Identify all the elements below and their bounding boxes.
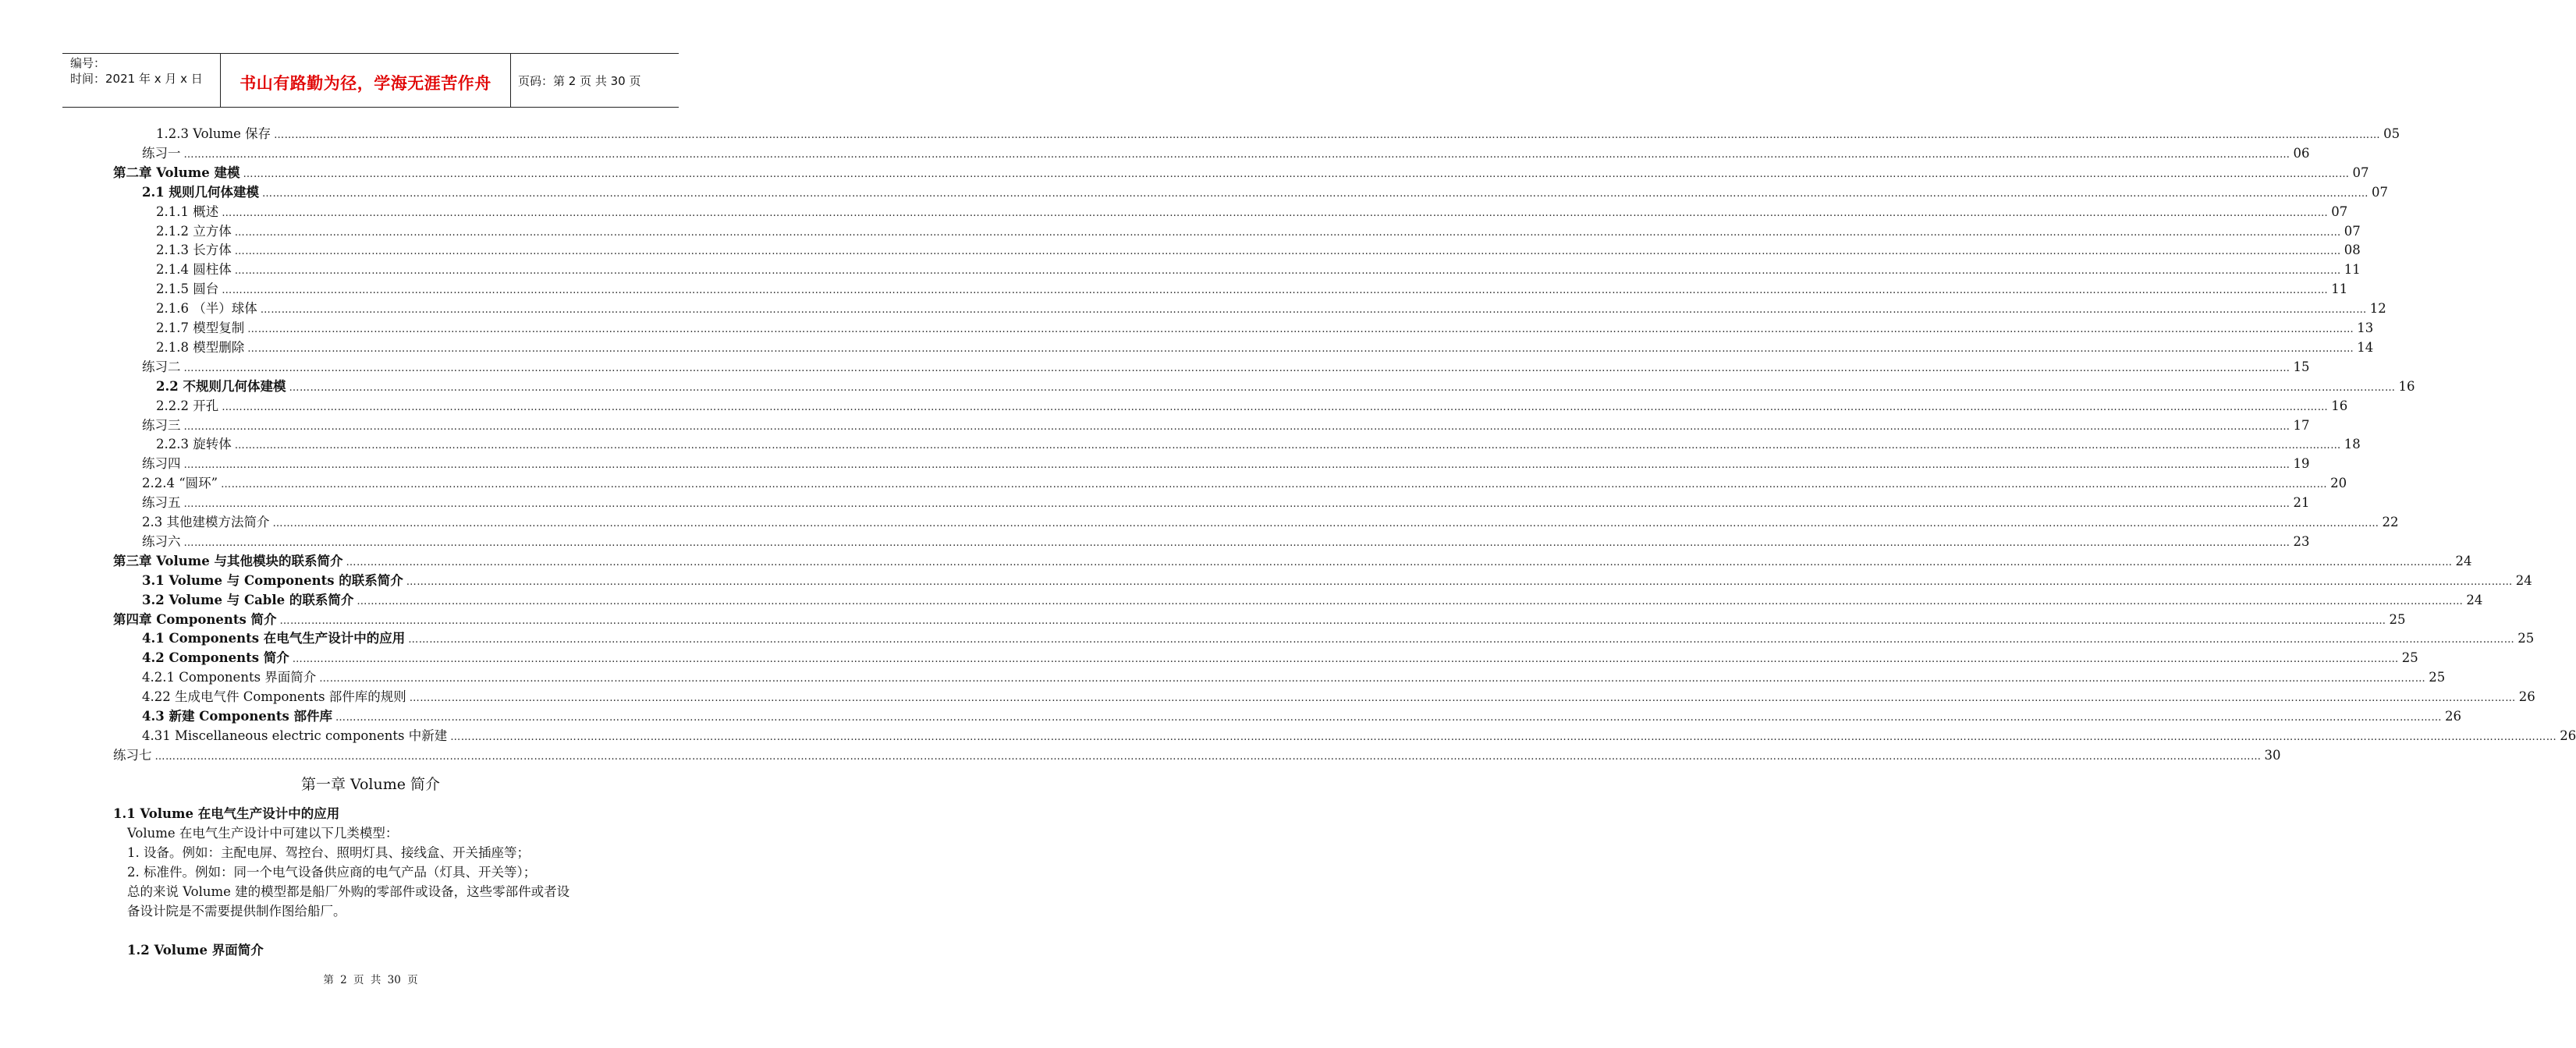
toc-leader-dots: …………………………………………………………………………………………………………………………………………………………………………………………………………………………………………………………………………………………………………………………………………………………………………………………………………………………………………………………………………………………………………………………………………………… [183, 420, 2290, 433]
toc-entry [142, 628, 2535, 648]
toc-entry-label: 2.1.4 圆柱体 [156, 262, 232, 278]
toc-leader-dots: …………………………………………………………………………………………………………………………………………………………………………………………………………………………………………………………………………………………………………………………………………………………………………………………………………………………………………………………………………………………………………………………………………………… [154, 750, 2262, 763]
toc-entry-label: 1.2.3 Volume 保存 [156, 126, 271, 141]
toc-entry-label: 2.1.8 模型删除 [156, 339, 245, 355]
toc-entry-page: 19 [2293, 456, 2310, 472]
toc-leader-dots: …………………………………………………………………………………………………………………………………………………………………………………………………………………………………………………………………………………………………………………………………………………………………………………………………………………………………………………………………………………………………………………………………………………… [357, 595, 2464, 607]
toc-entry-label: 2.2 不规则几何体建模 [156, 378, 286, 394]
toc-entry [156, 318, 2374, 338]
toc-entry-label: 练习三 [142, 417, 181, 433]
toc-leader-dots: …………………………………………………………………………………………………………………………………………………………………………………………………………………………………………………………………………………………………………………………………………………………………………………………………………………………………………………………………………………………………………………………………………………… [292, 653, 2399, 666]
toc-leader-dots: …………………………………………………………………………………………………………………………………………………………………………………………………………………………………………………………………………………………………………………………………………………………………………………………………………………………………………………………………………………………………………………………………………………… [243, 168, 2350, 180]
toc-leader-dots: …………………………………………………………………………………………………………………………………………………………………………………………………………………………………………………………………………………………………………………………………………………………………………………………………………………………………………………………………………………………………………………………………………………… [279, 614, 2386, 627]
toc-entry-page: 23 [2293, 533, 2310, 549]
toc-entry-label: 2.2.3 旋转体 [156, 437, 232, 452]
toc-entry-page: 13 [2357, 320, 2374, 335]
section-heading: 1.2 Volume 界面简介 [127, 943, 264, 958]
toc-entry [142, 706, 2461, 726]
toc-entry-page: 07 [2352, 165, 2369, 180]
toc-entry-label: 2.2.2 开孔 [156, 398, 219, 413]
toc-entry-label: 3.2 Volume 与 Cable 的联系简介 [142, 592, 354, 607]
toc-entry [156, 434, 2361, 454]
toc-leader-dots: …………………………………………………………………………………………………………………………………………………………………………………………………………………………………………………………………………………………………………………………………………………………………………………………………………………………………………………………………………………………………………………………………………………… [183, 459, 2290, 472]
toc-entry-label: 练习四 [142, 456, 181, 472]
toc-entry [142, 667, 2446, 687]
toc-entry-label: 练习七 [113, 747, 152, 763]
toc-entry-label: 2.1.5 圆台 [156, 281, 219, 297]
toc-entry-label: 练习六 [142, 533, 181, 549]
toc-entry-label: 4.2 Components 简介 [142, 650, 289, 666]
toc-entry [142, 493, 2310, 512]
toc-entry-label: 练习一 [142, 145, 181, 161]
toc-entry [142, 182, 2388, 202]
toc-entry-label: 第四章 Components 简介 [113, 611, 277, 627]
toc-entry [113, 610, 2406, 629]
toc-entry-page: 26 [2518, 689, 2535, 705]
toc-leader-dots: …………………………………………………………………………………………………………………………………………………………………………………………………………………………………………………………………………………………………………………………………………………………………………………………………………………………………………………………………………………………………………………………………………………… [234, 440, 2341, 452]
toc-leader-dots: …………………………………………………………………………………………………………………………………………………………………………………………………………………………………………………………………………………………………………………………………………………………………………………………………………………………………………………………………………………………………………………………………………………… [335, 712, 2442, 724]
toc-entry-page: 15 [2293, 359, 2310, 374]
toc-leader-dots: …………………………………………………………………………………………………………………………………………………………………………………………………………………………………………………………………………………………………………………………………………………………………………………………………………………………………………………………………………………………………………………………………………………… [319, 673, 2426, 685]
page-header [62, 53, 679, 108]
toc-entry-label: 2.1.1 概述 [156, 204, 219, 219]
toc-entry [142, 571, 2532, 590]
toc-entry-label: 2.1.7 模型复制 [156, 320, 245, 335]
toc-entry [156, 299, 2386, 318]
toc-entry-page: 24 [2466, 592, 2483, 607]
toc-entry-label: 4.2.1 Components 界面简介 [142, 670, 317, 685]
toc-entry [113, 163, 2369, 182]
header-page-info: 页码：第 2 页 共 30 页 [518, 74, 641, 88]
paragraph: 1. 设备。例如：主配电屏、驾控台、照明灯具、接线盒、开关插座等； [127, 845, 530, 860]
page-footer: 第 2 页 共 30 页 [323, 974, 418, 986]
toc-entry-page: 11 [2331, 281, 2348, 297]
toc-entry-label: 4.31 Miscellaneous electric components 中新建 [142, 728, 448, 743]
toc-leader-dots: …………………………………………………………………………………………………………………………………………………………………………………………………………………………………………………………………………………………………………………………………………………………………………………………………………………………………………………………………………………………………………………………………………………… [234, 246, 2341, 258]
paragraph: 总的来说 Volume 建的模型都是船厂外购的零部件或设备，这些零部件或者设 [127, 884, 570, 899]
toc-entry-label: 2.3 其他建模方法简介 [142, 515, 270, 529]
toc-entry [156, 377, 2415, 396]
chapter-title: 第一章 Volume 简介 [300, 776, 441, 793]
toc-entry-page: 26 [2560, 728, 2576, 743]
toc-entry-label: 4.1 Components 在电气生产设计中的应用 [142, 631, 406, 646]
header-divider [510, 54, 511, 107]
toc-leader-dots: …………………………………………………………………………………………………………………………………………………………………………………………………………………………………………………………………………………………………………………………………………………………………………………………………………………………………………………………………………………………………………………………………………………… [289, 381, 2396, 394]
toc-entry-page: 06 [2293, 145, 2310, 161]
toc-leader-dots: …………………………………………………………………………………………………………………………………………………………………………………………………………………………………………………………………………………………………………………………………………………………………………………………………………………………………………………………………………………………………………………………………………………… [234, 265, 2341, 278]
toc-entry [142, 648, 2418, 667]
toc-entry-label: 第三章 Volume 与其他模块的联系简介 [113, 553, 343, 568]
doc-number: 编号： [70, 56, 106, 70]
toc-entry-page: 24 [2515, 572, 2532, 588]
toc-entry-label: 3.1 Volume 与 Components 的联系简介 [142, 572, 403, 588]
paragraph: Volume 在电气生产设计中可建以下几类模型： [127, 826, 399, 841]
toc-entry-page: 21 [2293, 495, 2310, 511]
toc-leader-dots: …………………………………………………………………………………………………………………………………………………………………………………………………………………………………………………………………………………………………………………………………………………………………………………………………………………………………………………………………………………………………………………………………………………… [221, 479, 2328, 491]
toc-entry [142, 687, 2535, 706]
toc-entry [156, 260, 2361, 279]
toc-entry [142, 532, 2310, 551]
toc-entry-page: 07 [2344, 223, 2361, 239]
toc-entry-page: 25 [2517, 631, 2535, 646]
toc-entry-label: 2.2.4 “圆环” [142, 476, 218, 491]
toc-entry [156, 221, 2361, 241]
toc-entry [142, 143, 2310, 163]
paragraph: 备设计院是不需要提供制作图给船厂。 [127, 904, 346, 919]
toc-entry [142, 512, 2399, 532]
toc-entry-page: 16 [2331, 398, 2348, 413]
toc-entry [142, 590, 2483, 610]
toc-leader-dots: …………………………………………………………………………………………………………………………………………………………………………………………………………………………………………………………………………………………………………………………………………………………………………………………………………………………………………………………………………………………………………………………………………………… [222, 207, 2329, 219]
header-motto: 书山有路勤为径，学海无涯苦作舟 [240, 74, 491, 93]
toc-entry-page: 05 [2383, 126, 2400, 141]
toc-entry [142, 416, 2310, 435]
toc-leader-dots: …………………………………………………………………………………………………………………………………………………………………………………………………………………………………………………………………………………………………………………………………………………………………………………………………………………………………………………………………………………………………………………………………………………… [406, 575, 2513, 588]
toc-leader-dots: …………………………………………………………………………………………………………………………………………………………………………………………………………………………………………………………………………………………………………………………………………………………………………………………………………………………………………………………………………………………………………………………………………………… [222, 401, 2329, 413]
toc-entry [156, 240, 2361, 260]
toc-entry [156, 124, 2400, 143]
toc-entry-label: 4.22 生成电气件 Components 部件库的规则 [142, 689, 406, 705]
toc-entry-page: 08 [2344, 243, 2361, 258]
toc-leader-dots: …………………………………………………………………………………………………………………………………………………………………………………………………………………………………………………………………………………………………………………………………………………………………………………………………………………………………………………………………………………………………………………………………………………… [261, 187, 2368, 200]
toc-entry-label: 4.3 新建 Components 部件库 [142, 709, 332, 724]
toc-leader-dots: …………………………………………………………………………………………………………………………………………………………………………………………………………………………………………………………………………………………………………………………………………………………………………………………………………………………………………………………………………………………………………………………………………………… [450, 731, 2557, 743]
toc-entry-page: 11 [2344, 262, 2361, 278]
toc-entry-label: 2.1.2 立方体 [156, 223, 232, 239]
toc-entry-page: 18 [2344, 437, 2361, 452]
toc-leader-dots: …………………………………………………………………………………………………………………………………………………………………………………………………………………………………………………………………………………………………………………………………………………………………………………………………………………………………………………………………………………………………………………………………………………… [409, 692, 2516, 705]
toc-leader-dots: …………………………………………………………………………………………………………………………………………………………………………………………………………………………………………………………………………………………………………………………………………………………………………………………………………………………………………………………………………………………………………………………………………………… [183, 498, 2290, 511]
toc-entry-label: 2.1.6 （半）球体 [156, 301, 257, 317]
toc-leader-dots: …………………………………………………………………………………………………………………………………………………………………………………………………………………………………………………………………………………………………………………………………………………………………………………………………………………………………………………………………………………………………………………………………………………… [183, 148, 2290, 161]
toc-entry-label: 练习五 [142, 495, 181, 511]
toc-entry [142, 454, 2310, 473]
toc-entry-label: 2.1 规则几何体建模 [142, 184, 259, 200]
toc-entry-page: 25 [2401, 650, 2418, 666]
toc-leader-dots: …………………………………………………………………………………………………………………………………………………………………………………………………………………………………………………………………………………………………………………………………………………………………………………………………………………………………………………………………………………………………………………………………………………… [408, 634, 2515, 646]
toc-entry [156, 279, 2348, 299]
toc-entry-page: 17 [2293, 417, 2310, 433]
toc-entry [156, 202, 2348, 221]
toc-entry-page: 25 [2389, 611, 2406, 627]
toc-entry [156, 338, 2374, 357]
toc-entry [156, 396, 2348, 416]
doc-time: 时间：2021 年 x 月 x 日 [70, 72, 203, 86]
toc-leader-dots: …………………………………………………………………………………………………………………………………………………………………………………………………………………………………………………………………………………………………………………………………………………………………………………………………………………………………………………………………………………………………………………………………………………… [247, 342, 2354, 355]
toc-entry-label: 练习二 [142, 359, 181, 374]
toc-leader-dots: …………………………………………………………………………………………………………………………………………………………………………………………………………………………………………………………………………………………………………………………………………………………………………………………………………………………………………………………………………………………………………………………………………………… [234, 226, 2341, 239]
toc-leader-dots: …………………………………………………………………………………………………………………………………………………………………………………………………………………………………………………………………………………………………………………………………………………………………………………………………………………………………………………………………………………………………………………………………………………… [183, 362, 2290, 374]
toc-entry-page: 20 [2330, 476, 2347, 491]
toc-entry [142, 726, 2576, 745]
toc-leader-dots: …………………………………………………………………………………………………………………………………………………………………………………………………………………………………………………………………………………………………………………………………………………………………………………………………………………………………………………………………………………………………………………………………………………… [346, 556, 2453, 568]
toc-entry-page: 07 [2331, 204, 2348, 219]
toc-leader-dots: …………………………………………………………………………………………………………………………………………………………………………………………………………………………………………………………………………………………………………………………………………………………………………………………………………………………………………………………………………………………………………………………………………………… [183, 536, 2290, 549]
toc-entry-page: 14 [2357, 339, 2374, 355]
toc-leader-dots: …………………………………………………………………………………………………………………………………………………………………………………………………………………………………………………………………………………………………………………………………………………………………………………………………………………………………………………………………………………………………………………………………………………… [222, 285, 2329, 297]
toc-entry [142, 357, 2310, 377]
toc-entry [113, 745, 2281, 765]
paragraph: 2. 标准件。例如：同一个电气设备供应商的电气产品（灯具、开关等）； [127, 865, 537, 880]
toc-leader-dots: …………………………………………………………………………………………………………………………………………………………………………………………………………………………………………………………………………………………………………………………………………………………………………………………………………………………………………………………………………………………………………………………………………………… [272, 518, 2379, 529]
toc-entry [142, 473, 2347, 493]
toc-entry-page: 07 [2371, 184, 2388, 200]
toc-entry-page: 24 [2455, 553, 2472, 568]
toc-entry [113, 551, 2472, 571]
header-meta [70, 55, 203, 87]
toc-entry-page: 22 [2382, 515, 2399, 529]
toc-leader-dots: …………………………………………………………………………………………………………………………………………………………………………………………………………………………………………………………………………………………………………………………………………………………………………………………………………………………………………………………………………………………………………………………………………………… [260, 304, 2367, 317]
toc-leader-dots: …………………………………………………………………………………………………………………………………………………………………………………………………………………………………………………………………………………………………………………………………………………………………………………………………………………………………………………………………………………………………………………………………………………… [247, 324, 2354, 335]
toc-entry-page: 25 [2429, 670, 2446, 685]
toc-entry-page: 30 [2264, 747, 2281, 763]
toc-entry-page: 16 [2398, 378, 2415, 394]
toc-entry-label: 2.1.3 长方体 [156, 243, 232, 258]
toc-entry-label: 第二章 Volume 建模 [113, 165, 240, 180]
toc-entry-page: 26 [2444, 709, 2461, 724]
toc-entry-page: 12 [2369, 301, 2386, 317]
section-heading: 1.1 Volume 在电气生产设计中的应用 [113, 806, 340, 821]
toc-leader-dots: …………………………………………………………………………………………………………………………………………………………………………………………………………………………………………………………………………………………………………………………………………………………………………………………………………………………………………………………………………………………………………………………………………………… [274, 129, 2381, 141]
